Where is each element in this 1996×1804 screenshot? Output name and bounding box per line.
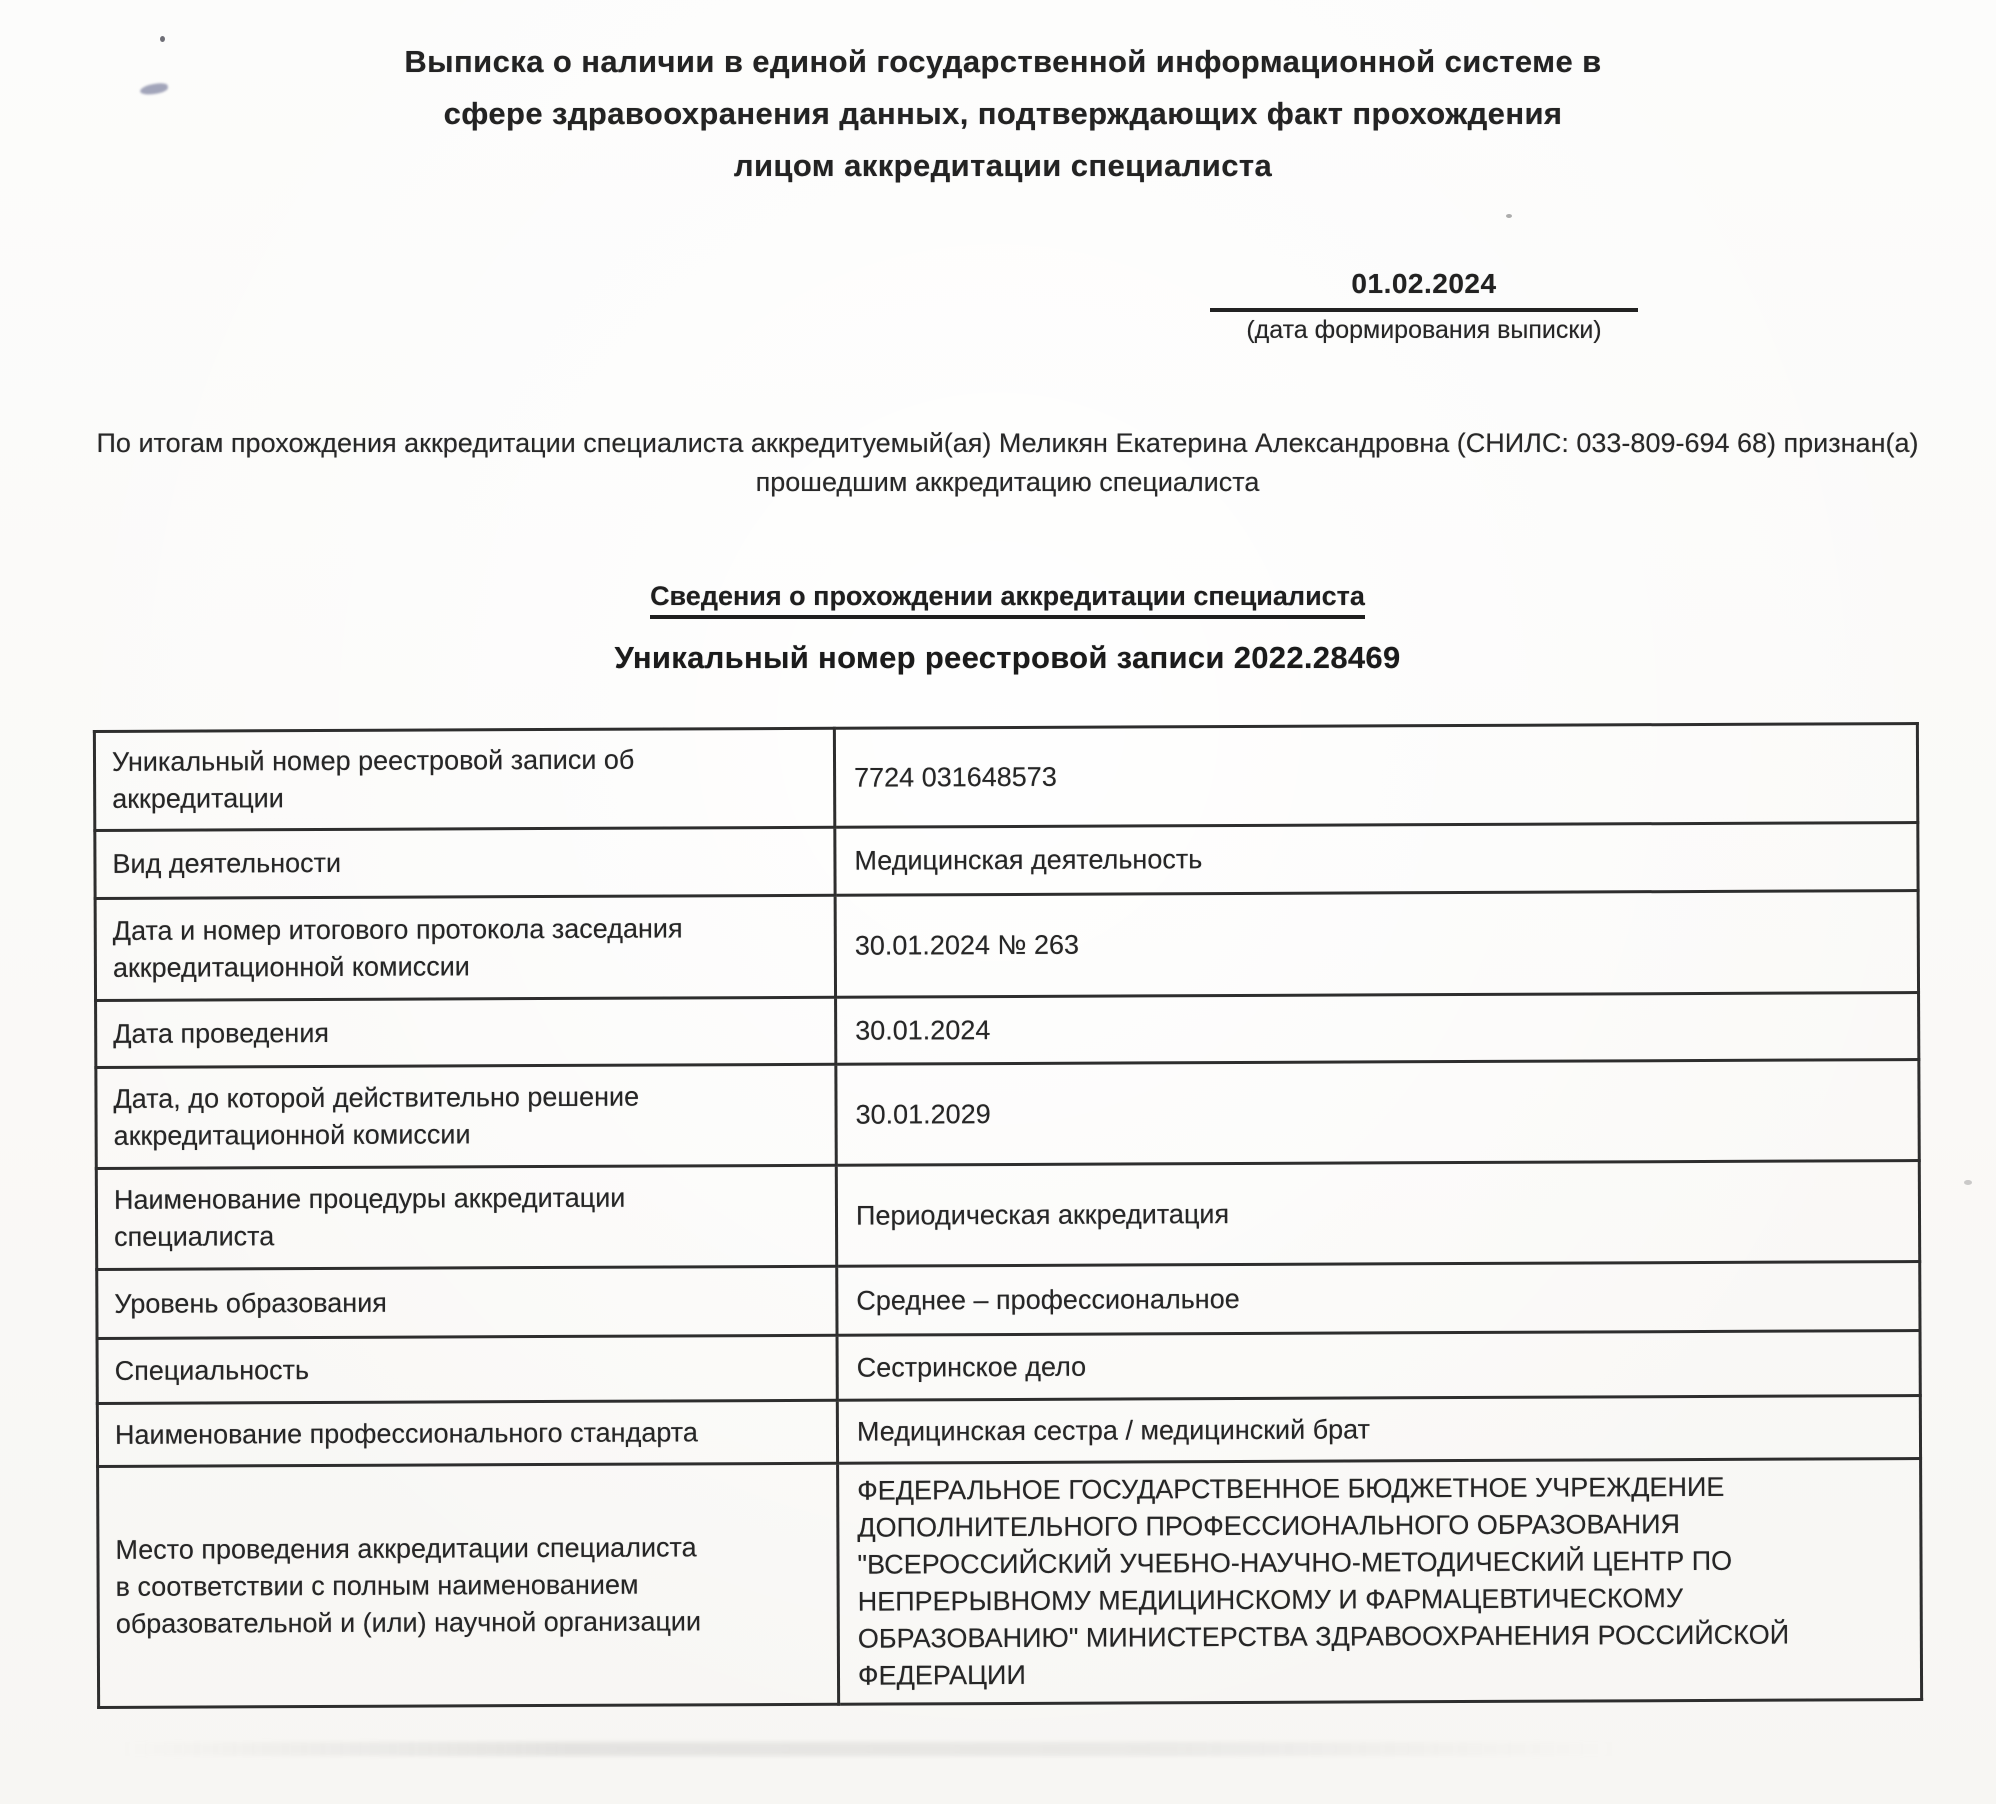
row-label: Дата проведения bbox=[96, 997, 836, 1067]
row-value: 7724 031648573 bbox=[834, 724, 1917, 828]
intro-paragraph: По итогам прохождения аккредитации специалиста аккредитуемый(ая) Меликян Екатерина Александровна (СНИЛС: 033-809-694 68) признан(а) прошедшим аккредитацию специалиста bbox=[96, 428, 1919, 497]
row-value: Медицинская деятельность bbox=[835, 823, 1918, 896]
row-value: Сестринское дело bbox=[837, 1331, 1920, 1401]
page-title: Выписка о наличии в единой государственной информационной системе в сфере здравоохранения данных, подтверждающих факт прохождения лицом аккредитации специалиста bbox=[404, 44, 1602, 183]
row-value: 30.01.2024 bbox=[836, 993, 1919, 1065]
extract-date-block bbox=[1210, 268, 1638, 345]
table-row bbox=[97, 1331, 1920, 1404]
row-label: Дата, до которой действительно решение аккредитационной комиссии bbox=[96, 1064, 836, 1168]
table-row bbox=[95, 891, 1918, 1001]
table-row bbox=[95, 823, 1918, 899]
scan-speckle bbox=[1964, 1180, 1972, 1185]
table-row bbox=[96, 993, 1919, 1068]
row-label: Вид деятельности bbox=[95, 827, 835, 898]
table-row bbox=[98, 1459, 1922, 1708]
row-label: Наименование процедуры аккредитации специалиста bbox=[96, 1165, 836, 1269]
row-label: Уровень образования bbox=[97, 1266, 837, 1338]
row-label: Дата и номер итогового протокола заседания аккредитационной комиссии bbox=[95, 895, 835, 1000]
row-value: ФЕДЕРАЛЬНОЕ ГОСУДАРСТВЕННОЕ БЮДЖЕТНОЕ УЧРЕЖДЕНИЕ ДОПОЛНИТЕЛЬНОГО ПРОФЕССИОНАЛЬНОГО ОБРАЗОВАНИЯ "ВСЕРОССИЙСКИЙ УЧЕБНО-НАУЧНО-МЕТОДИЧЕСКИЙ ЦЕНТР ПО НЕПРЕРЫВНОМУ МЕДИЦИНСКОМУ И ФАРМАЦЕВТИЧЕСКОМУ ОБРАЗОВАНИЮ" МИНИСТЕРСТВА ЗДРАВООХРАНЕНИЯ РОССИЙСКОЙ ФЕДЕРАЦИИ bbox=[838, 1459, 1922, 1705]
ink-dot-artifact bbox=[160, 36, 165, 42]
pen-smudge-artifact bbox=[139, 82, 168, 96]
row-label: Наименование профессионального стандарта bbox=[97, 1400, 837, 1466]
extract-date: 01.02.2024 bbox=[1210, 268, 1638, 312]
section-heading-text: Сведения о прохождении аккредитации специалиста bbox=[650, 581, 1365, 619]
accreditation-table bbox=[93, 722, 1923, 1709]
row-label: Место проведения аккредитации специалиста в соответствии с полным наименованием образовательной и (или) научной организации bbox=[98, 1463, 839, 1707]
table-row bbox=[96, 1161, 1919, 1270]
table-row bbox=[94, 724, 1917, 831]
row-value: 30.01.2029 bbox=[836, 1060, 1919, 1166]
table-row bbox=[97, 1396, 1920, 1467]
section-heading bbox=[95, 581, 1920, 619]
row-label: Специальность bbox=[97, 1335, 837, 1403]
scan-speckle bbox=[1506, 214, 1512, 218]
row-label: Уникальный номер реестровой записи об аккредитации bbox=[94, 728, 834, 830]
row-value: Среднее – профессиональное bbox=[837, 1262, 1920, 1336]
registry-number-heading: Уникальный номер реестровой записи 2022.28469 bbox=[614, 640, 1401, 675]
table-row bbox=[97, 1262, 1920, 1339]
scan-streak-artifact bbox=[120, 1742, 1620, 1756]
row-value: Медицинская сестра / медицинский брат bbox=[837, 1396, 1920, 1464]
extract-date-caption: (дата формирования выписки) bbox=[1246, 316, 1602, 344]
table-row bbox=[96, 1060, 1919, 1169]
row-value: Периодическая аккредитация bbox=[836, 1161, 1919, 1267]
row-value: 30.01.2024 № 263 bbox=[835, 891, 1918, 998]
